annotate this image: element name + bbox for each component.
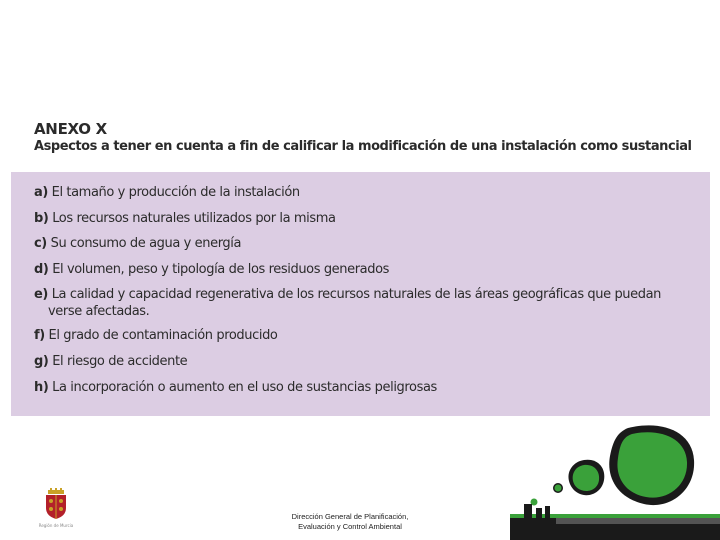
list-item: h) La incorporación o aumento en el uso de sustancias peligrosas — [34, 379, 437, 395]
list-item: f) El grado de contaminación producido — [34, 328, 278, 344]
list-item: c) Su consumo de agua y energía — [34, 236, 242, 252]
annex-subtitle: Aspectos a tener en cuenta a fin de calificar la modificación de una instalación como sustancial — [34, 139, 692, 154]
list-item: d) El volumen, peso y tipología de los residuos generados — [34, 261, 390, 277]
criteria-list — [34, 180, 694, 400]
annex-title: ANEXO X — [34, 120, 107, 138]
title-block — [34, 120, 704, 156]
logo-caption: Región de Murcia — [38, 523, 74, 528]
list-item: g) El riesgo de accidente — [34, 353, 188, 369]
list-item: b) Los recursos naturales utilizados por la misma — [34, 210, 336, 226]
list-item: a) El tamaño y producción de la instalación — [34, 185, 300, 200]
footer-department: Dirección General de Planificación, Evaluación y Control Ambiental — [291, 512, 409, 531]
list-item: e) La calidad y capacidad regenerativa de los recursos naturales de las áreas geográficas que puedan verse afectadas. — [34, 282, 694, 323]
criteria-panel — [11, 172, 710, 416]
list-item-continuation: verse afectadas. — [48, 304, 150, 320]
coat-of-arms-icon — [26, 488, 86, 528]
green-circles-decoration-icon — [510, 420, 720, 540]
